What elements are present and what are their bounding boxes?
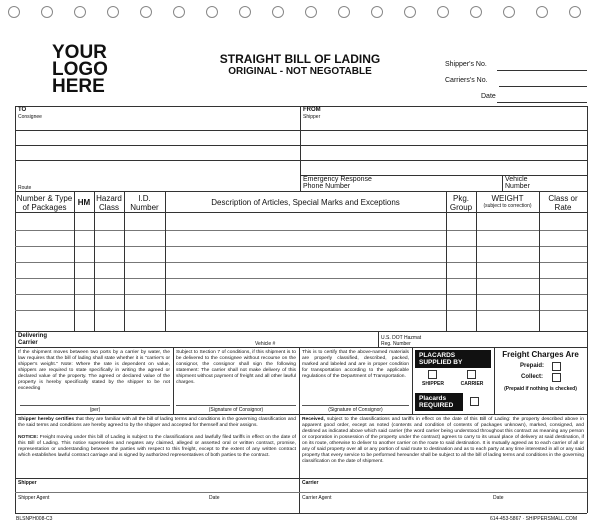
shipper-label: Shipper	[303, 114, 321, 120]
table-row[interactable]	[15, 246, 587, 247]
col-id-header: I.D. Number	[130, 194, 159, 212]
freight-collect-label: Collect:	[521, 374, 544, 380]
delivering-vehicle-label: Vehicle #	[255, 341, 276, 347]
signature-consignor-2[interactable]: (Signature of Consignor)	[328, 407, 383, 413]
placards-required-box	[415, 393, 463, 411]
carriers-no-line[interactable]	[499, 86, 587, 87]
carrier-date-label[interactable]: Date	[493, 495, 504, 501]
col-description-header: Description of Articles, Special Marks and Exceptions	[211, 198, 400, 207]
carrier-agent-label[interactable]: Carrier Agent	[302, 495, 332, 501]
shipper-date-label[interactable]: Date	[209, 495, 220, 501]
table-row[interactable]	[15, 294, 587, 295]
terms-certify: This is to certify that the above-named materials are properly classified, described, packed, marked and labeled and are in proper condition for transportation according to the applicable regulations of the Department of Transportation.	[302, 350, 409, 379]
emergency-label: Emergency Response	[303, 176, 372, 183]
placards-shipper-label: SHIPPER	[422, 381, 444, 387]
freight-prepaid-label: Prepaid:	[520, 363, 545, 369]
table-row[interactable]	[15, 310, 587, 311]
form-code: BLSNPH008-C3	[16, 516, 53, 522]
vehicle-number-label: Number	[505, 183, 530, 190]
form-title: STRAIGHT BILL OF LADING	[219, 52, 381, 66]
freight-prepaid-checkbox[interactable]	[552, 362, 561, 371]
vehicle-label: Vehicle	[505, 176, 528, 183]
col-hazard-header: Hazard Class	[96, 194, 122, 212]
placards-carrier-label: CARRIER	[460, 381, 484, 387]
form-subtitle: ORIGINAL - NOT NEGOTABLE	[228, 66, 372, 77]
placards-carrier-checkbox[interactable]	[467, 370, 476, 379]
table-row[interactable]	[15, 262, 587, 263]
col-packages-header: Number & Type of Packages	[16, 194, 73, 212]
delivering-label: Delivering	[18, 333, 48, 339]
from-label: FROM	[303, 107, 321, 113]
placards-supplied-by: PLACARDS SUPPLIED BY	[415, 350, 491, 368]
route-label: Route	[18, 185, 32, 191]
placards-required-checkbox[interactable]	[470, 397, 479, 406]
logo-line-3: HERE	[52, 76, 105, 97]
carriers-no-label: Carriers's No.	[445, 77, 488, 84]
date-label: Date	[481, 93, 496, 100]
notice-lead: NOTICE:	[18, 435, 39, 440]
consignee-label: Consignee	[18, 114, 42, 120]
per-label: (per)	[89, 407, 101, 413]
shipper-certifies-lead: Shipper hereby certifies	[18, 417, 75, 422]
table-row[interactable]	[15, 230, 587, 231]
footer-carrier-label: Carrier	[302, 480, 319, 486]
freight-prepaid-note: (Prepaid if nothing is checked)	[504, 386, 577, 392]
col-pkg-group-header: Pkg. Group	[449, 194, 473, 212]
dot-hazmat-label: U.S. DOT Hazmat	[381, 335, 422, 341]
received-text	[302, 417, 584, 465]
notice-body: Freight moving under this bill of Lading is subject to the classifications and lawfully filed tariffs in effect on the date of this Bill of Lading. This notice supersedes and negates any claimed, alleged or asserted oral or written contract, promise, representation or understanding between the parties with respect to this freight, except to the extent of any written contract which establishes lawful contract carriage and is signed by authorized representatives of both parties to the contract.	[18, 435, 296, 458]
placards-shipper-checkbox[interactable]	[428, 370, 437, 379]
terms-section-7: Subject to Section 7 of conditions, if this shipment is to be delivered to the consignee without recourse on the consignor, the consignor shall sign the following statement: The carrier shall not make delivery of this shipment without payment of freight and all other lawful charges.	[176, 350, 296, 385]
phone-number-label: Phone Number	[303, 183, 351, 190]
col-class-rate-header: Class or Rate	[548, 194, 578, 212]
freight-charges-title: Freight Charges Are	[502, 350, 579, 359]
contact-info: 614-453-5867 · SHIPPERSMALL.COM	[490, 516, 577, 522]
logo-line-1: YOUR	[52, 42, 107, 63]
reg-number-label: Reg. Number	[381, 341, 411, 347]
freight-collect-checkbox[interactable]	[552, 373, 561, 382]
placards-required-1: Placards	[419, 395, 447, 402]
col-weight-note: (subject to correction)	[483, 203, 532, 209]
to-label: TO	[18, 107, 27, 113]
logo-line-2: LOGO	[52, 59, 108, 80]
shipper-certifies-body: that they are familiar with all the bill of lading terms and conditions in the governing classification and the said terms and conditions are hereby agreed to by the shipper and accepted for themself and their assigns.	[18, 417, 296, 428]
col-weight-header: WEIGHT	[491, 194, 524, 203]
signature-consignor-1[interactable]: (Signature of Consignor)	[208, 407, 264, 413]
logo	[52, 44, 112, 95]
placards-required-2: REQUIRED	[419, 402, 454, 409]
footer-shipper-label: Shipper	[18, 480, 37, 486]
shipper-agent-label[interactable]: Shipper Agent	[18, 495, 50, 501]
col-hm-header: HM	[77, 198, 91, 207]
date-line[interactable]	[497, 102, 587, 103]
terms-between-ports: If the shipment moves between two ports by a carrier by water, the law requires that the bill of lading shall state whether it is "carrier's or shipper's weight." Note: Where the rate is dependent on value, shippers are required to state specifically in writing the agreed or declared value of the property. The agreed or declared value of the property is hereby specifically stated by the shipper to be not exceeding	[18, 350, 170, 391]
notice-text	[18, 435, 296, 459]
shippers-no-label: Shipper's No.	[445, 61, 487, 68]
received-body: subject to the classifications and tariffs in effect on the date of this Bill of Lading: the property described above in apparent good order, except as noted (contents and condition of contents of packages unknown), marked, consigned, and destined as indicated above which said carrier (the word carrier being understood throughout this contract as meaning any person or corporation in possession of the property under the contract) agrees to carry to its usual place of delivery at said destination, if on its route, otherwise to deliver to another carrier on the route to said destination. It is mutually agreed as to each carrier of all or any of said property over all or any portion of said route to destination and as to each party at any time interested in all or any said property that every service to be performed hereunder shall be subject to all the bill of lading terms and conditions in the governing classification on the date of shipment.	[302, 417, 584, 464]
table-row[interactable]	[15, 278, 587, 279]
received-lead: Received,	[302, 417, 325, 422]
delivering-carrier-label: Carrier	[18, 340, 38, 346]
shipper-certifies-text	[18, 417, 296, 429]
shippers-no-line[interactable]	[497, 70, 587, 71]
